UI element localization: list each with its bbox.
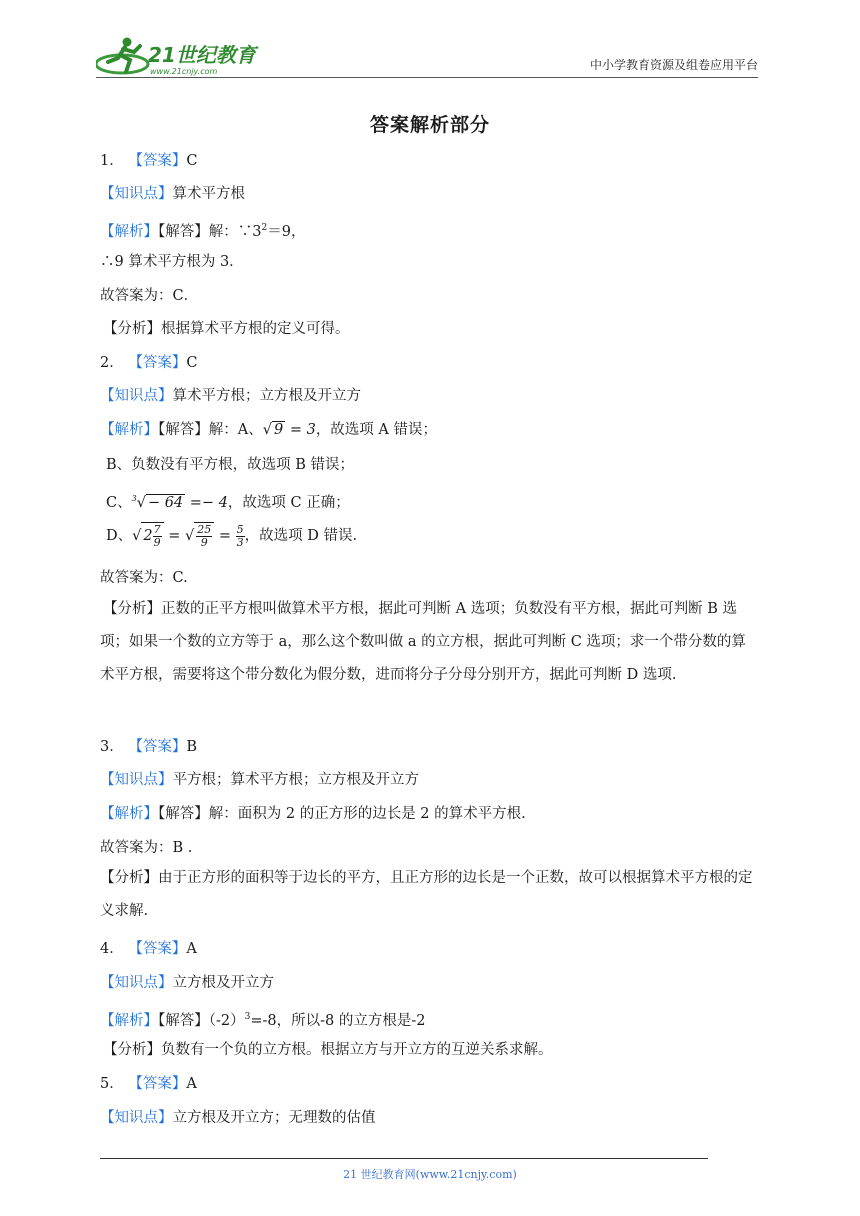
q3-final: 故答案为：B . xyxy=(100,840,193,856)
q4-number: 4． xyxy=(100,941,124,957)
q2-final: 故答案为：C. xyxy=(100,570,188,586)
knowledge-label: 【知识点】 xyxy=(100,1110,173,1126)
fraction: $\frac{7}{9}$ xyxy=(153,522,161,549)
q5-knowledge: 立方根及开立方；无理数的估值 xyxy=(172,1110,376,1126)
q2-answer: C xyxy=(186,355,198,371)
q1-solution-a: 解：∵3 xyxy=(208,223,262,240)
q3-answer-line xyxy=(100,737,197,757)
analysis-label: 【解析】 xyxy=(100,1012,158,1029)
q1-answer: C xyxy=(186,153,198,169)
q5-answer-line xyxy=(100,1074,197,1094)
q1-solution-b: ＝9， xyxy=(267,223,306,240)
mixed-whole: 2 xyxy=(143,528,153,544)
answer-label: 【答案】 xyxy=(128,1076,187,1092)
logo-url-text: www.21cnjy.com xyxy=(150,67,218,76)
logo-brand-text: 21世纪教育 xyxy=(148,43,256,67)
header-divider xyxy=(96,77,758,78)
knowledge-label: 【知识点】 xyxy=(100,388,173,404)
solution-label: 【解答】 xyxy=(158,806,209,822)
q4-solution-b: =-8，所以-8 的立方根是-2 xyxy=(250,1012,426,1029)
cube-root-expression: $^3$√ − 64 =− 4 xyxy=(131,494,228,511)
q1-summary: 根据算术平方根的定义可得。 xyxy=(161,321,350,337)
q3-number: 3． xyxy=(100,739,124,755)
analysis-label: 【解析】 xyxy=(100,806,158,822)
q1-solution-line xyxy=(100,218,305,242)
q4-answer: A xyxy=(186,941,197,957)
q2-knowledge: 算术平方根；立方根及开立方 xyxy=(172,388,361,404)
q2-d-prefix: D、 xyxy=(106,528,133,544)
q1-number: 1． xyxy=(100,153,124,169)
q4-solution-line xyxy=(100,1007,426,1031)
q2-a-prefix: 解：A、 xyxy=(208,422,263,438)
q1-summary-line xyxy=(103,319,350,339)
q2-summary-block xyxy=(100,593,756,692)
q1-step-2: ∴9 算术平方根为 3． xyxy=(100,254,244,270)
answer-label: 【答案】 xyxy=(128,355,187,371)
q1-solution-exponent: 2 xyxy=(261,223,268,233)
q2-c-prefix: C、 xyxy=(106,494,132,511)
q1-knowledge-line xyxy=(100,184,245,204)
q3-knowledge: 平方根；算术平方根；立方根及开立方 xyxy=(172,772,419,788)
q1-final: 故答案为：C． xyxy=(100,288,199,304)
q5-number: 5． xyxy=(100,1076,124,1092)
q2-summary: 正数的正平方根叫做算术平方根，据此可判断 A 选项；负数没有平方根，据此可判断 B 选项；如果一个数的立方等于 a，那么这个数叫做 a 的立方根，据此可判断 C 选项；求一个带分数的算术平方根，需要将这个带分数化为假分数，进而将分子分母分别开方，据此可判断 D 选项. xyxy=(100,601,746,683)
q4-answer-line xyxy=(100,939,197,959)
sqrt-expression: √ 9 = 3 xyxy=(262,422,316,438)
knowledge-label: 【知识点】 xyxy=(100,975,173,991)
q1-knowledge: 算术平方根 xyxy=(172,186,245,202)
answer-label: 【答案】 xyxy=(128,739,187,755)
q2-knowledge-line xyxy=(100,386,361,406)
platform-tagline: 中小学教育资源及组卷应用平台 xyxy=(589,58,758,72)
analysis-label: 【解析】 xyxy=(100,223,158,240)
q5-knowledge-line xyxy=(100,1108,376,1128)
q2-a-note: ，故选项 A 错误； xyxy=(315,422,438,438)
q2-option-a-line xyxy=(100,420,437,440)
q4-knowledge-line xyxy=(100,973,274,993)
root-index: 3 xyxy=(131,494,137,503)
q2-number: 2． xyxy=(100,355,124,371)
site-logo[interactable] xyxy=(96,34,266,78)
sqrt-radicand: 9 xyxy=(273,422,284,438)
q2-option-c-line xyxy=(106,489,350,513)
fraction: $\frac{25}{9}$ xyxy=(197,522,212,549)
runner-logo-icon xyxy=(96,34,266,78)
q2-c-note: ，故选项 C 正确； xyxy=(227,494,350,511)
q3-solution: 解：面积为 2 的正方形的边长是 2 的算术平方根. xyxy=(208,806,526,822)
q3-solution-line xyxy=(100,804,526,824)
q3-knowledge-line xyxy=(100,770,419,790)
q1-answer-line xyxy=(100,151,197,171)
q2-option-b: B、负数没有平方根，故选项 B 错误； xyxy=(106,457,355,473)
summary-label: 【分析】 xyxy=(103,1042,161,1058)
q2-option-d-line xyxy=(106,522,357,550)
fraction: $\frac{5}{3}$ xyxy=(236,522,244,549)
q4-solution-a: （-2） xyxy=(208,1012,245,1029)
solution-label: 【解答】 xyxy=(158,422,209,438)
page-header xyxy=(96,30,758,78)
equals-sign: = xyxy=(168,528,181,544)
solution-label: 【解答】 xyxy=(158,1012,209,1029)
page-footer-link[interactable]: 21 世纪教育网(www.21cnjy.com) xyxy=(343,1168,517,1181)
q3-summary: 由于正方形的面积等于边长的平方，且正方形的边长是一个正数，故可以根据算术平方根的定义求解. xyxy=(100,870,753,919)
q3-summary-block xyxy=(100,862,756,928)
analysis-label: 【解析】 xyxy=(100,422,158,438)
q2-summary-line xyxy=(100,593,756,692)
q2-d-note: ，故选项 D 错误. xyxy=(244,528,358,544)
q3-summary-line xyxy=(100,862,756,928)
q2-c-result: =− 4 xyxy=(189,494,228,511)
knowledge-label: 【知识点】 xyxy=(100,772,173,788)
knowledge-label: 【知识点】 xyxy=(100,186,173,202)
q2-a-result: = 3 xyxy=(289,422,316,438)
equals-sign: = xyxy=(218,528,232,544)
answer-label: 【答案】 xyxy=(128,941,187,957)
footer-divider xyxy=(100,1158,708,1159)
q4-summary: 负数有一个负的立方根。根据立方与开立方的互逆关系求解。 xyxy=(161,1042,553,1058)
q4-solution-exponent: 3 xyxy=(244,1012,251,1022)
q4-summary-line xyxy=(103,1040,553,1060)
summary-label: 【分析】 xyxy=(100,870,158,886)
q4-knowledge: 立方根及开立方 xyxy=(172,975,274,991)
summary-label: 【分析】 xyxy=(103,321,161,337)
q2-answer-line xyxy=(100,353,197,373)
summary-label: 【分析】 xyxy=(103,601,161,617)
q5-answer: A xyxy=(186,1076,197,1092)
q3-answer: B xyxy=(186,739,197,755)
answer-label: 【答案】 xyxy=(128,153,187,169)
mixed-number-sqrt: √ 2 $\frac{7}{9}$ = √ $\frac{25}{9}$ = $\frac{5}{3}$ xyxy=(132,522,244,549)
page-title: 答案解析部分 xyxy=(369,114,490,136)
cube-root-radicand: − 64 xyxy=(147,494,184,511)
solution-label: 【解答】 xyxy=(158,223,209,240)
